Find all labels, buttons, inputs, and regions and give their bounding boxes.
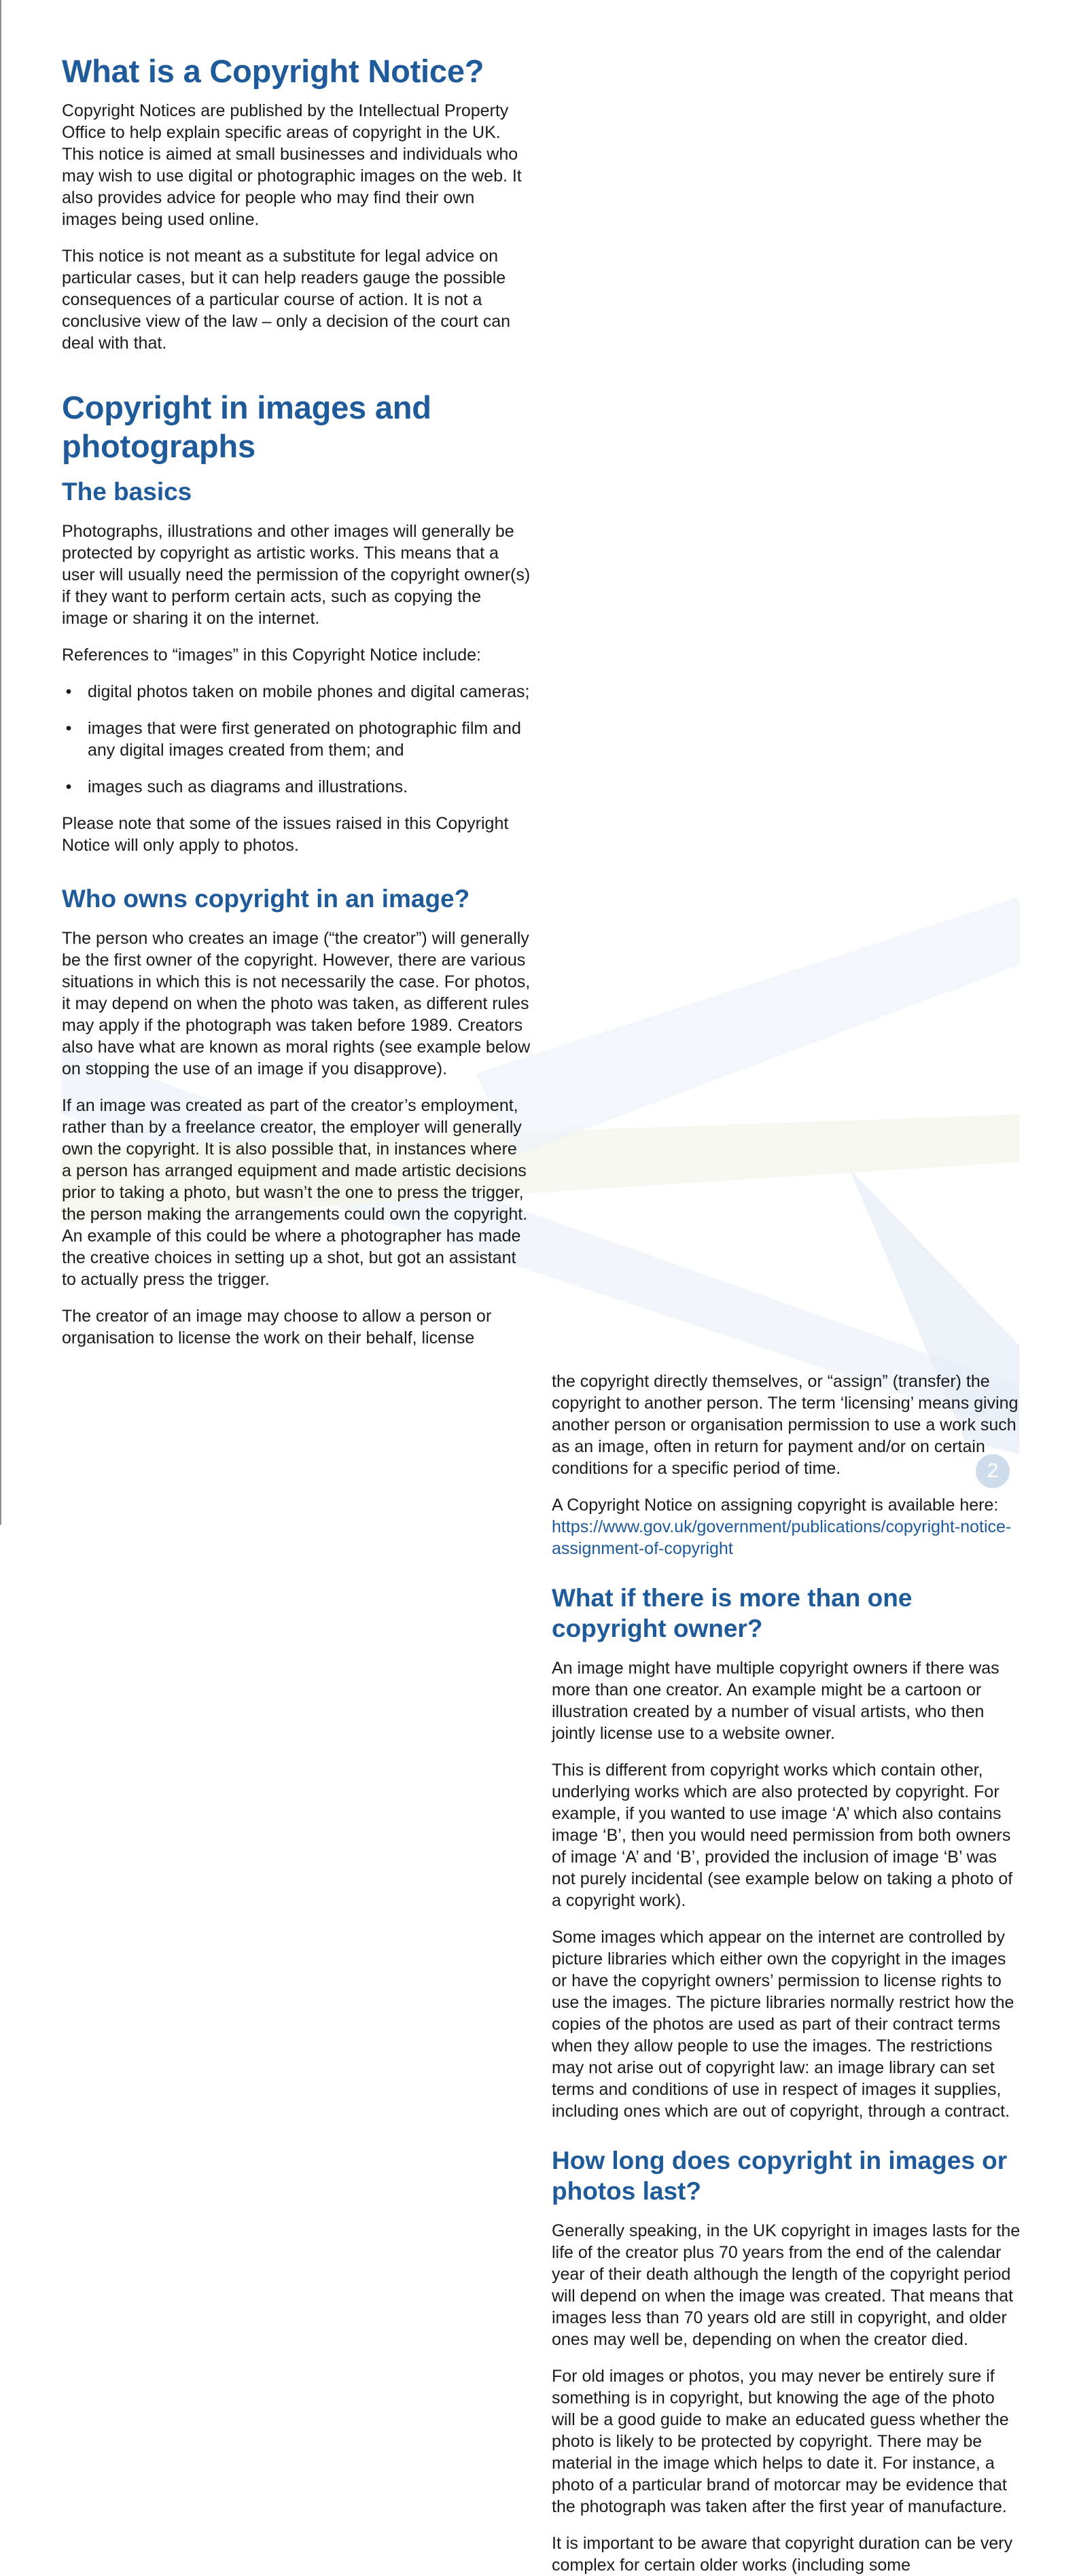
paragraph: Please note that some of the issues raised in this Copyright Notice will only apply to photos. bbox=[62, 814, 509, 855]
image-types-list bbox=[62, 681, 531, 798]
paragraph: Copyright Notices are published by the Intellectual Property Office to help explain specific areas of copyright in the UK. This notice is aimed at small businesses and individuals who may wish to use digital or photographic images on the web. It also provides advice for people who may find their own images being used online. bbox=[62, 101, 522, 229]
paragraph: The creator of an image may choose to allow a person or organisation to license the work on their behalf, license bbox=[62, 1307, 492, 1347]
paragraph: This is different from copyright works which contain other, underlying works which are also protected by copyright. For example, if you wanted to use image ‘A’ which also contains image ‘B’, then you would need permission from both owners of image ‘A’ and ‘B’, provided the inclusion of image ‘B’ was not purely incidental (see example below on taking a photo of a copyright work). bbox=[552, 1761, 1013, 1910]
paragraph: References to “images” in this Copyright Notice include: bbox=[62, 646, 481, 665]
page-number-badge: 2 bbox=[976, 1454, 1010, 1488]
paragraph: Some images which appear on the internet are controlled by picture libraries which either own the copyright in the images or have the copyright owners’ permission to license rights to use the images. The picture libraries normally restrict how the copies of the photos are used as part of their contract terms when they allow people to use the images. The restrictions may not arise out of copyright law: an image library can set terms and conditions of use in respect of images it supplies, including ones which are out of copyright, through a contract. bbox=[552, 1928, 1014, 2121]
heading-more-than-one-owner: What if there is more than one copyright owner? bbox=[552, 1584, 913, 1642]
paragraph: Photographs, illustrations and other images will generally be protected by copyright as artistic works. This means that a user will usually need the permission of the copyright owner(s) if they want to perform certain acts, such as copying the image or sharing it on the internet. bbox=[62, 522, 531, 628]
heading-how-long-copyright: How long does copyright in images or photos last? bbox=[552, 2147, 1008, 2205]
heading-what-is-copyright-notice: What is a Copyright Notice? bbox=[62, 53, 484, 89]
paragraph: This notice is not meant as a substitute for legal advice on particular cases, but it can help readers gauge the possible consequences of a particular course of action. It is not a conclusive view of the law – only a decision of the court can deal with that. bbox=[62, 247, 511, 353]
right-column bbox=[552, 1371, 1021, 2576]
paragraph: If an image was created as part of the creator’s employment, rather than by a freelance creator, the employer will generally own the copyright. It is also possible that, in instances where a person has arranged equipment and made artistic decisions prior to taking a photo, but wasn’t the one to press the trigger, the person making the arrangements could own the copyright. An example of this could be where a photographer has made the creative choices in setting up a shot, but got an assistant to actually press the trigger. bbox=[62, 1096, 528, 1289]
list-item: • images that were first generated on photographic film and any digital images created from them; and bbox=[65, 719, 521, 760]
heading-the-basics: The basics bbox=[62, 478, 192, 506]
paragraph-with-link: A Copyright Notice on assigning copyright is available here: https://www.gov.uk/government/publications/copyright-notice-assignment-of-copyright bbox=[552, 1496, 1012, 1558]
paragraph: Generally speaking, in the UK copyright in images lasts for the life of the creator plus 70 years from the end of the calendar year of their death although the length of the copyright period will depend on when the image was created. That means that images less than 70 years old are still in copyright, and older ones may well be, depending on when the creator died. bbox=[552, 2221, 1021, 2349]
list-item: • digital photos taken on mobile phones and digital cameras; bbox=[65, 682, 530, 701]
heading-who-owns-copyright: Who owns copyright in an image? bbox=[62, 885, 470, 913]
paragraph: the copyright directly themselves, or “assign” (transfer) the copyright to another person. The term ‘licensing’ means giving another person or organisation permission to use a work such as an image, often in return for payment and/or on certain conditions for a specific period of time. bbox=[552, 1372, 1019, 1478]
paragraph: The person who creates an image (“the creator”) will generally be the first owner of the copyright. However, there are various situations in which this is not necessarily the case. For photos, it may depend on when the photo was taken, as different rules may apply if the photograph was taken before 1989. Creators also have what are known as moral rights (see example below on stopping the use of an image if you disapprove). bbox=[62, 929, 531, 1078]
assignment-notice-link[interactable]: https://www.gov.uk/government/publications/copyright-notice-assignment-of-copyright bbox=[552, 1517, 1012, 1558]
left-column bbox=[62, 52, 531, 1349]
paragraph: An image might have multiple copyright owners if there was more than one creator. An example might be a cartoon or illustration created by a number of visual artists, who then jointly license use to a website owner. bbox=[552, 1659, 1000, 1743]
paragraph: For old images or photos, you may never be entirely sure if something is in copyright, but knowing the age of the photo will be a good guide to make an educated guess whether the photo is likely to be protected by copyright. There may be material in the image which helps to date it. For instance, a photo of a particular brand of motorcar may be evidence that the photograph was taken after the first year of manufacture. bbox=[552, 2367, 1009, 2516]
paragraph: It is important to be aware that copyright duration can be very complex for certain older works (including some bbox=[552, 2534, 1013, 2575]
list-item: • images such as diagrams and illustrations. bbox=[65, 777, 408, 796]
heading-copyright-in-images: Copyright in images and photographs bbox=[62, 389, 431, 464]
